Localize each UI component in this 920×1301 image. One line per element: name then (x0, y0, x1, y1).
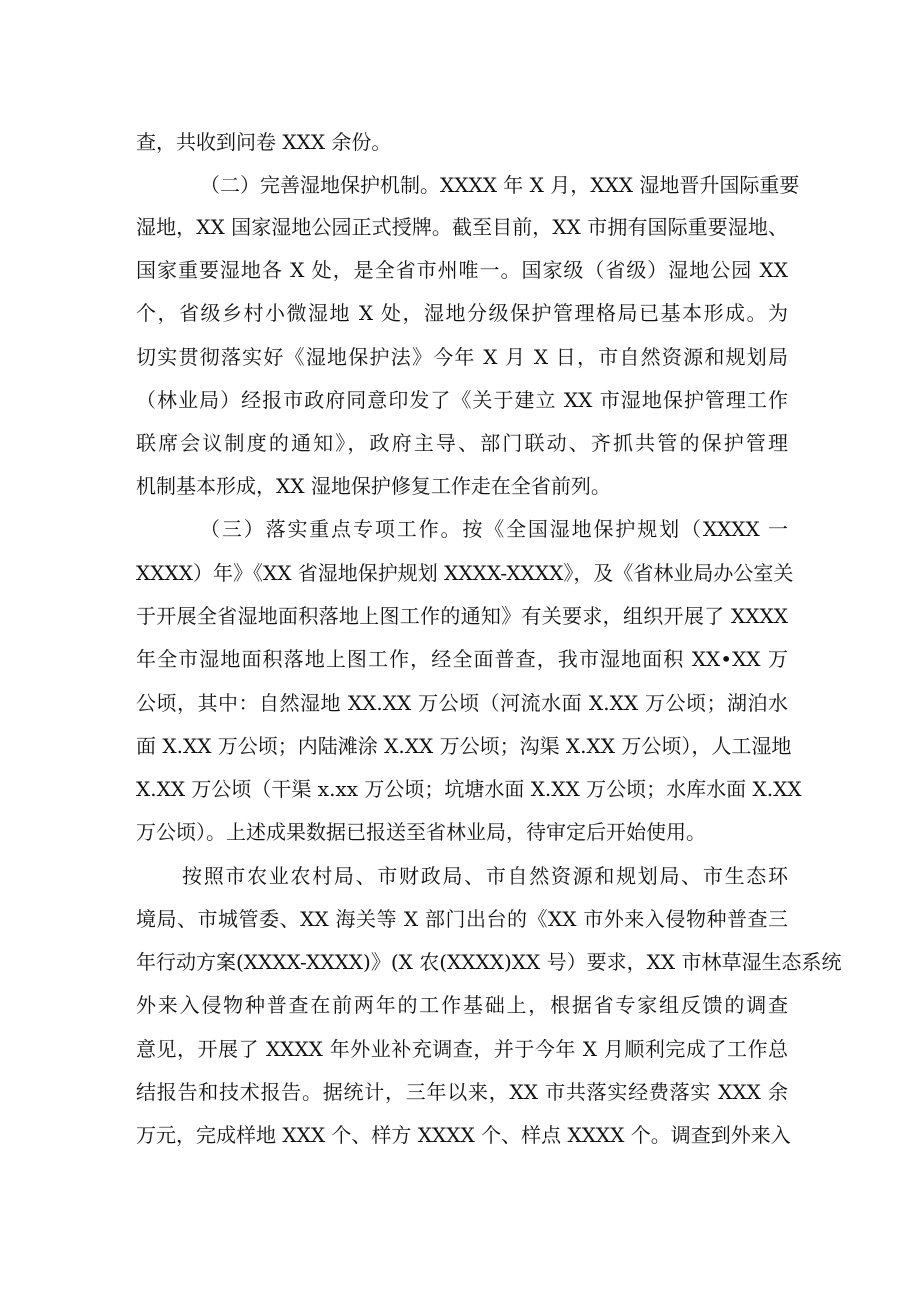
text-line: 个，省级乡村小微湿地 X 处，湿地分级保护管理格局已基本形成。为 (136, 301, 788, 325)
text-line: 联席会议制度的通知》，政府主导、部门联动、齐抓共管的保护管理 (136, 431, 788, 455)
text-line: 年行动方案(XXXX-XXXX)》(X 农(XXXX)XX 号）要求，XX 市林草湿生态系统 (136, 950, 842, 974)
text-line: 万元，完成样地 XXX 个、样方 XXXX 个、样点 XXXX 个。调查到外来入 (136, 1123, 791, 1147)
section-heading-line: （三）落实重点专项工作。按《全国湿地保护规划（XXXX 一 (200, 517, 788, 541)
text-line: 境局、市城管委、XX 海关等 X 部门出台的《XX 市外来入侵物种普查三 (136, 907, 788, 931)
text-line: 面 X.XX 万公顷；内陆滩涂 X.XX 万公顷；沟渠 X.XX 万公顷），人工湿地 (136, 734, 792, 758)
text-line: 于开展全省湿地面积落地上图工作的通知》有关要求，组织开展了 XXXX (136, 604, 788, 628)
paragraph-first-line: 按照市农业农村局、市财政局、市自然资源和规划局、市生态环 (182, 864, 788, 888)
text-line: 公顷，其中：自然湿地 XX.XX 万公顷（河流水面 X.XX 万公顷；湖泊水 (136, 691, 788, 715)
text-line: 切实贯彻落实好《湿地保护法》今年 X 月 X 日，市自然资源和规划局 (136, 345, 788, 369)
text-line: 外来入侵物种普查在前两年的工作基础上，根据省专家组反馈的调查 (136, 993, 788, 1017)
text-line: 万公顷）。上述成果数据已报送至省林业局，待审定后开始使用。 (136, 820, 706, 844)
text-line: 结报告和技术报告。据统计，三年以来，XX 市共落实经费落实 XXX 余 (136, 1080, 788, 1104)
text-line: 机制基本形成，XX 湿地保护修复工作走在全省前列。 (136, 474, 611, 498)
section-heading-line: （二）完善湿地保护机制。XXXX 年 X 月，XXX 湿地晋升国际重要 (200, 173, 800, 197)
text-line: 查，共收到问卷 XXX 余份。 (136, 130, 392, 154)
text-line: XXXX）年》《XX 省湿地保护规划 XXXX-XXXX》，及《省林业局办公室关 (136, 561, 794, 585)
text-line: 年全市湿地面积落地上图工作，经全面普查，我市湿地面积 XX•XX 万 (136, 647, 788, 671)
text-line: 国家重要湿地各 X 处，是全省市州唯一。国家级（省级）湿地公园 XX (136, 258, 788, 282)
text-line: X.XX 万公顷（干渠 x.xx 万公顷；坑塘水面 X.XX 万公顷；水库水面 X.XX (136, 777, 802, 801)
text-line: （林业局）经报市政府同意印发了《关于建立 XX 市湿地保护管理工作 (136, 388, 788, 412)
text-line: 意见，开展了 XXXX 年外业补充调查，并于今年 X 月顺利完成了工作总 (136, 1037, 788, 1061)
text-line: 湿地，XX 国家湿地公园正式授牌。截至目前，XX 市拥有国际重要湿地、 (136, 215, 788, 239)
